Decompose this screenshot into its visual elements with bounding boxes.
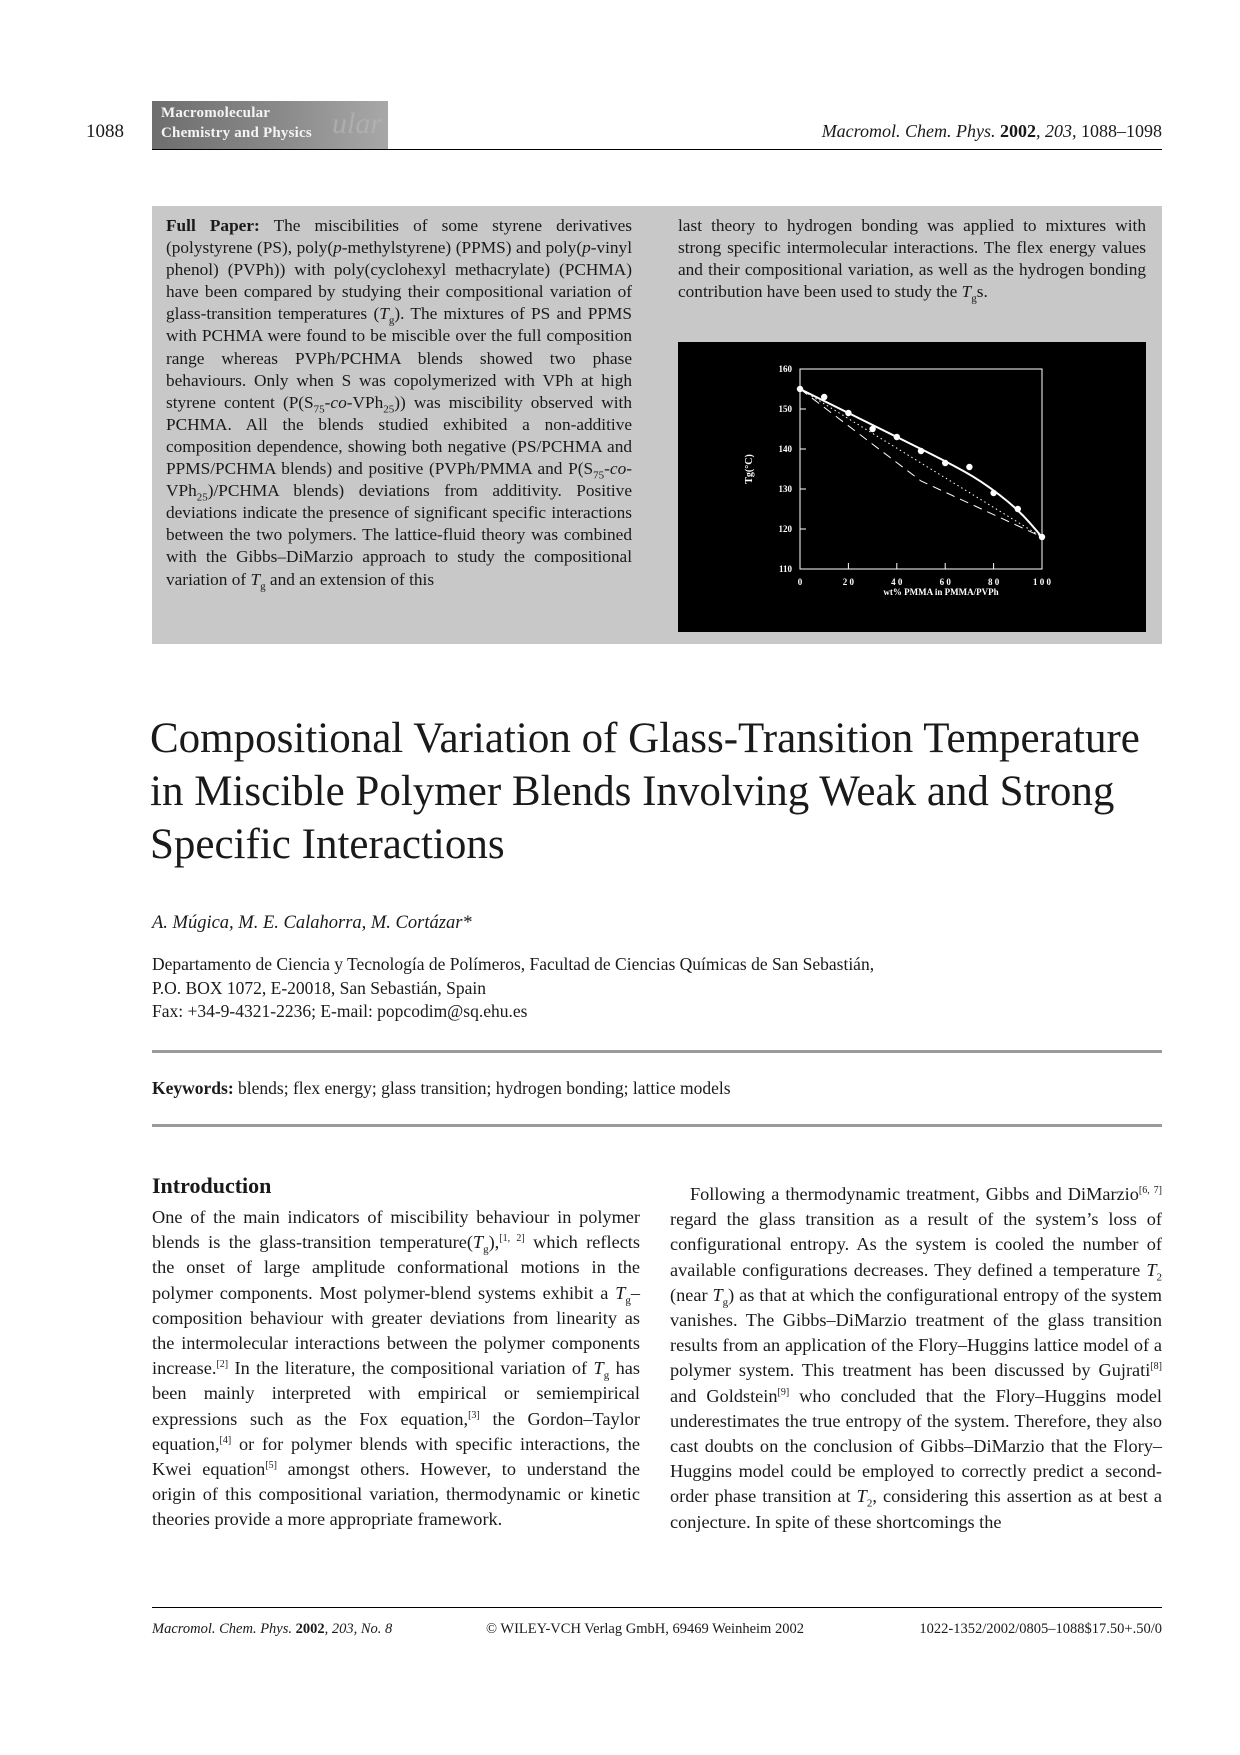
y-tick-label: 110 — [778, 564, 792, 574]
citation-ref: [9] — [777, 1386, 790, 1398]
tg-symbol: T — [961, 282, 972, 302]
paper-title: Compositional Variation of Glass-Transition Temperature in Miscible Polymer Blends Involving Weak and Strong Specific Interactions — [150, 715, 1140, 868]
logo-line-2: Chemistry and Physics — [161, 125, 312, 141]
citation-pages: 1088–1098 — [1081, 121, 1162, 141]
header-citation: Macromol. Chem. Phys. 2002, 203, 1088–1098 — [821, 121, 1162, 141]
intro-span: who concluded that the Flory–Huggins model underestimates the true entropy of the system. Therefore, they also cast doubts on the conclusion of Gibbs–DiMarzio that the Flory–Huggins model could be employed to correctly predict a second-order phase transition at — [670, 1385, 1162, 1507]
affiliation-line: P.O. BOX 1072, E-20018, San Sebastián, Spain — [152, 977, 486, 998]
y-tick-label: 140 — [778, 444, 792, 454]
abstract-span: p — [582, 238, 591, 258]
tg-symbol: T — [379, 304, 389, 324]
x-axis-label: wt% PMMA in PMMA/PVPh — [883, 587, 999, 597]
abstract-span: last theory to hydrogen bonding was applied to mixtures with strong specific intermolecular interactions. The flex energy values and their compositional variation, as well as the hydrogen bonding contribution have been used to study the — [678, 216, 1146, 302]
intro-span: (near — [670, 1284, 713, 1305]
data-point — [869, 426, 875, 432]
abstract-span: and an extension of this — [265, 569, 435, 589]
abstract-span: VPh — [166, 481, 197, 501]
abstract-span: VPh — [352, 392, 384, 412]
keywords-rule-bottom — [152, 1124, 1162, 1127]
tg-composition-chart — [678, 342, 1146, 632]
data-point — [1039, 534, 1045, 540]
x-tick-label: 8 0 — [987, 577, 1000, 587]
intro-span: , considering this assertion as at best a conjecture. In spite of these shortcomings the — [670, 1486, 1162, 1532]
intro-span: ) as that at which the configurational entropy of the system vanishes. The Gibbs–DiMarzio treatment of the glass transition results from an application of the Flory–Huggins lattice model of a polymer system. This treatment has been discussed by Gujrati — [670, 1284, 1162, 1381]
intro-column-left: One of the main indicators of miscibility behaviour in polymer blends is the glass-transition $temperature(T_g),[1, 2]$ which reflects the onset of large amplitude conformational motions in the polymer components. Most polymer-blend systems exhibit a $T_g$–composition behaviour with greater deviations from linearity as the intermolecular interactions between the polymer components increase.[2] In the literature, the compositional variation of $T_g$ has been mainly interpreted with empirical or semiempirical expressions such as the Fox equation,[3] the Gordon–Taylor equation,[4] or for polymer blends with specific interactions, the Kwei equation[5] amongst others. However, to understand the origin of this compositional variation, thermodynamic or kinetic theories provide a more appropriate framework. — [152, 1207, 641, 1530]
tg-sub: g — [388, 314, 395, 327]
x-tick-label: 4 0 — [891, 577, 903, 587]
abstract-span: -vinyl phenol) (PVPh)) with poly(cyclohexyl methacrylate) (PCHMA) have been compared by studying their compositional variation of glass-transition temperatures ( — [166, 238, 632, 324]
citation-ref: [5] — [265, 1459, 277, 1471]
data-point — [894, 434, 900, 440]
x-tick-label: 0 — [797, 577, 803, 587]
footer-publisher: © WILEY-VCH Verlag GmbH, 69469 Weinheim 2002 — [486, 1621, 804, 1637]
dotted-line — [800, 389, 1042, 537]
plot-frame — [800, 369, 1042, 569]
intro-span: regard the glass transition as a result of the system’s loss of configurational entropy. As the system is cooled the number of available configurations decreases. They defined a temperature — [670, 1209, 1162, 1280]
citation-journal: Macromol. Chem. Phys. — [821, 121, 996, 141]
tg-sub: g — [603, 1369, 610, 1382]
intro-span: Following a thermodynamic treatment, Gibbs and DiMarzio — [690, 1184, 1139, 1204]
citation-year: 2002 — [1000, 121, 1036, 141]
tg-sub: g — [722, 1296, 729, 1309]
keywords-rule-top — [152, 1050, 1162, 1053]
intro-span: –composition behaviour with greater deviations from linearity as the intermolecular interactions between the polymer components increase. — [152, 1282, 640, 1379]
chart-svg — [678, 342, 1146, 632]
footer-code: 1022-1352/2002/0805–1088$17.50+.50/0 — [919, 1621, 1162, 1637]
tg-symbol: T — [593, 1358, 604, 1379]
data-point — [821, 394, 827, 400]
abstract-span: s. — [976, 282, 988, 302]
affiliation-line: Departamento de Ciencia y Tecnología de Polímeros, Facultad de Ciencias Químicas de San Sebastián, — [152, 954, 875, 974]
abstract-span: The miscibilities of some styrene derivatives (polystyrene (PS), poly( — [166, 216, 632, 258]
y-tick-label: 130 — [778, 484, 792, 494]
tg-sub: g — [260, 579, 266, 592]
page-number: 1088 — [86, 121, 124, 142]
sub-25: 25 — [383, 403, 395, 416]
tg-symbol: T — [615, 1282, 626, 1303]
intro-span: In the literature, the compositional variation of — [228, 1358, 594, 1379]
data-point — [942, 460, 948, 466]
citation-volume: 203, — [1045, 121, 1077, 141]
y-axis-label: Tg(°C) — [744, 454, 755, 484]
x-tick-label: 1 0 0 — [1033, 577, 1051, 587]
y-tick-label: 120 — [778, 524, 792, 534]
intro-span: and Goldstein — [670, 1385, 778, 1406]
keywords — [152, 1078, 731, 1099]
authors: A. Múgica, M. E. Calahorra, M. Cortázar* — [152, 913, 472, 933]
keywords-label: Keywords: — [152, 1078, 234, 1098]
tg-symbol: T — [712, 1284, 723, 1305]
intro-column-right — [670, 1182, 1162, 1535]
fit-curve — [800, 389, 1042, 537]
x-tick-label: 6 0 — [939, 577, 951, 587]
data-point — [1015, 506, 1021, 512]
t-symbol: T — [856, 1486, 867, 1507]
intro-span: or for polymer blends with specific interactions, the Kwei equation — [152, 1433, 640, 1480]
footer-year: 2002 — [295, 1621, 325, 1637]
sub-75: 75 — [593, 469, 605, 482]
affiliation — [152, 953, 1152, 1024]
citation-ref: [1, 2] — [499, 1233, 525, 1245]
logo-watermark-glyph: ular — [331, 107, 382, 140]
data-point — [966, 464, 972, 470]
data-point — [845, 410, 851, 416]
keywords-text: blends; flex energy; glass transition; hydrogen bonding; lattice models — [233, 1078, 731, 1098]
abstract-span: p — [333, 238, 342, 258]
t2-sub: 2 — [1156, 1271, 1162, 1284]
tg-sub: g — [625, 1294, 631, 1307]
abstract-span: -co- — [604, 459, 632, 479]
citation-ref: [2] — [216, 1359, 229, 1371]
abstract-span: )) was miscibility observed with PCHMA. All the blends studied exhibited a non-additive composition dependence, showing both negative (PS/PCHMA and PPMS/PCHMA blends) and positive (PVPh/PMMA and P(S — [166, 392, 632, 479]
data-point — [797, 386, 803, 392]
footer-journal: Macromol. Chem. Phys. — [152, 1621, 293, 1637]
abstract-span: )/PCHMA blends) deviations from additivity. Positive deviations indicate the presence of significant specific interactions between the two polymers. The lattice-fluid theory was combined with the Gibbs–DiMarzio approach to study the compositional variation of — [166, 481, 632, 589]
tg-symbol: T — [250, 569, 261, 589]
header-rule — [152, 149, 1162, 150]
sub-75: 75 — [313, 403, 325, 416]
abstract-span: -methylstyrene) (PPMS) and poly( — [341, 238, 583, 258]
footer-rule — [152, 1607, 1162, 1608]
journal-logo — [152, 101, 388, 149]
t2-sub: 2 — [866, 1498, 873, 1511]
t-symbol: T — [1146, 1259, 1157, 1280]
intro-span: amongst others. However, to understand the origin of this compositional variation, thermodynamic or kinetic theories provide a more appropriate framework. — [152, 1459, 640, 1530]
footer-citation: Macromol. Chem. Phys. 2002, 203, No. 8 — [152, 1621, 393, 1637]
intro-span: has been mainly interpreted with empirical or semiempirical expressions such as the Fox equation, — [152, 1358, 640, 1429]
data-point — [918, 448, 924, 454]
abstract-span: ). The mixtures of PS and PPMS with PCHMA were found to be miscible over the full composition range whereas PVPh/PCHMA blends showed two phase behaviours. Only when S was copolymerized with VPh at high styrene content (P(S — [166, 304, 633, 412]
abstract-text-left — [166, 215, 632, 591]
intro-span: the Gordon–Taylor equation, — [152, 1408, 640, 1454]
contact-line: Fax: +34-9-4321-2236; E-mail: popcodim@sq.ehu.es — [152, 1001, 528, 1021]
intro-span: which reflects the onset of large amplitude conformational motions in the polymer components. Most polymer-blend systems exhibit a — [152, 1232, 641, 1303]
section-heading-introduction: Introduction — [152, 1173, 272, 1198]
citation-ref: [4] — [219, 1434, 232, 1446]
data-point — [990, 490, 996, 496]
intro-span: One of the main indicators of miscibility behaviour in polymer blends is the glass-transition temperature( — [152, 1207, 640, 1253]
y-tick-label: 150 — [778, 404, 792, 414]
citation-ref: [6, 7] — [1138, 1184, 1162, 1196]
sub-25: 25 — [196, 491, 208, 504]
y-tick-label: 160 — [778, 364, 792, 374]
citation-ref: [8] — [1150, 1361, 1162, 1373]
footer-volume-issue: 203, No. 8 — [331, 1621, 393, 1637]
tg-sub: g — [971, 292, 977, 305]
abstract-text-right — [678, 215, 1146, 303]
x-tick-label: 2 0 — [842, 577, 855, 587]
tg-symbol: T — [472, 1232, 484, 1253]
abstract-span: -co- — [324, 392, 353, 412]
dashed-curve — [800, 389, 1042, 537]
tg-sub: g — [483, 1243, 489, 1256]
citation-ref: [3] — [468, 1409, 480, 1421]
logo-line-1: Macromolecular — [161, 105, 271, 121]
abstract-label: Full Paper: — [166, 216, 260, 235]
